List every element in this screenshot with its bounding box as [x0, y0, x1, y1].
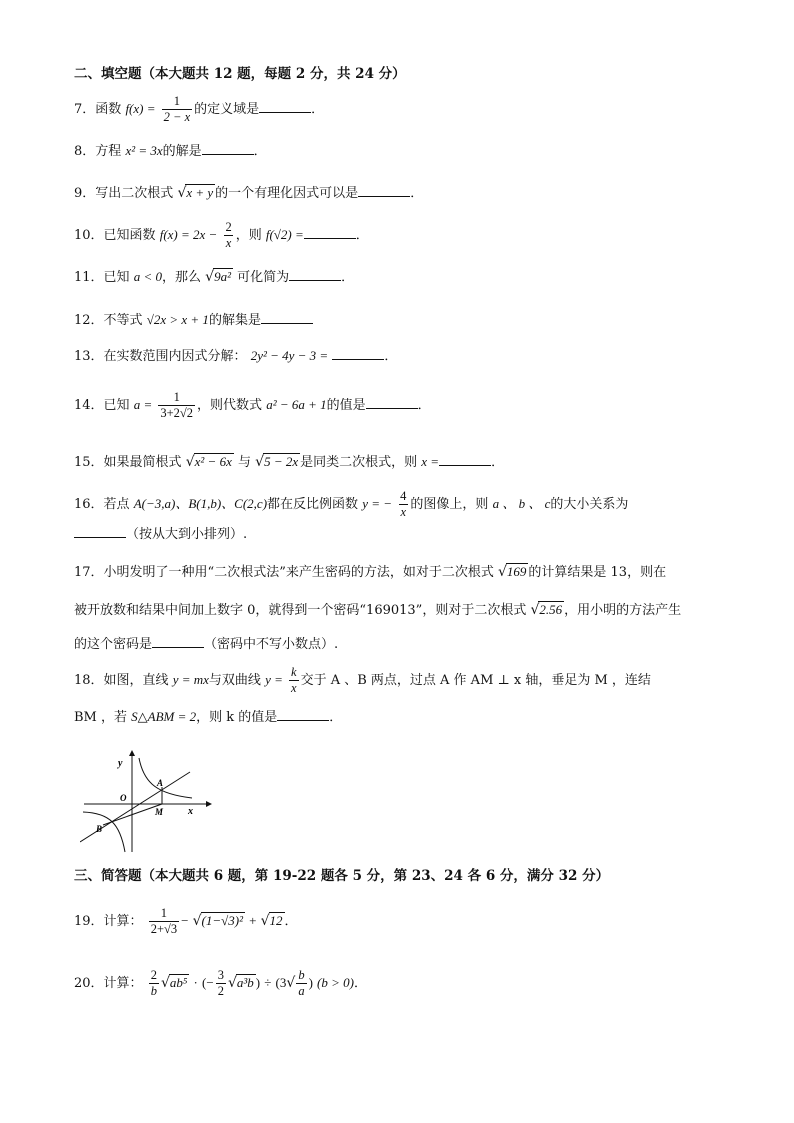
fraction-1: $\frac{2}{b}$: [150, 968, 157, 998]
question-18-line-2: BM ，若 S△ABM = 2，则 k 的值是 ．: [74, 706, 342, 728]
fraction: $\frac{1}{2+√3}$: [150, 906, 178, 936]
evaluation: f(√2) =: [265, 227, 304, 242]
question-17: 17．小明发明了一种用“二次根式法”来产生密码的方法，如对于二次根式 √169 的计算结果是 13，则在: [74, 564, 667, 580]
fraction: $\frac{1}{3+2√2}$: [160, 390, 194, 420]
radicand-12: 12: [269, 913, 283, 928]
hyperbola-branch-2: [83, 812, 125, 852]
question-11: 11．已知 a < 0，那么 √9a² 可化简为 ．: [74, 266, 354, 288]
answer-blank[interactable]: [332, 345, 384, 360]
hyperbola-branch-1: [139, 758, 192, 798]
question-17-line-3: 的这个密码是 （密码中不写小数点）.: [74, 633, 338, 655]
equation: x² = 3x: [125, 143, 163, 158]
question-14: 14．已知 a = $\frac{1}{3+2√2}$ ，则代数式 a² − 6a + 1的值是 ．: [74, 390, 431, 420]
question-10: 10．已知函数 f(x) = 2x − $\frac{2}{x}$ ，则 f(√2) = ．: [74, 220, 369, 250]
answer-blank[interactable]: [304, 224, 356, 239]
question-text: 函数: [95, 102, 122, 117]
question-9: 9．写出二次根式 √x + y 的一个有理化因式可以是 ．: [74, 182, 423, 204]
answer-blank[interactable]: [261, 309, 313, 324]
question-15: 15．如果最简根式 √x² − 6x 与 √5 − 2x 是同类二次根式，则 x = ．: [74, 451, 504, 473]
fraction-2: $\frac{3}{2}$: [217, 968, 224, 998]
radicand: (1−√3)²: [201, 913, 243, 928]
label-m: M: [155, 807, 164, 817]
y-axis-arrow: [129, 750, 135, 756]
answer-blank[interactable]: [202, 140, 254, 155]
radicand: 9a²: [214, 269, 231, 284]
answer-blank[interactable]: [366, 394, 418, 409]
fraction: $\frac{4}{x}$: [400, 489, 407, 519]
question-8: 8．方程 x² = 3x的解是 ．: [74, 140, 267, 162]
question-12: 12．不等式 √2x > x + 1的解集是: [74, 309, 313, 331]
question-7: 7．函数 f(x) = $\frac{1}{2 - x}$ 的定义域是 ．: [74, 94, 325, 124]
inequality: √2x > x + 1: [146, 312, 209, 327]
label-y: y: [118, 758, 123, 769]
question-18: 18．如图，直线 y = mx与双曲线 y = $\frac{k}{x}$ 交于 A 、B 两点，过点 A 作 AM ⊥ x 轴，垂足为 M ，连结: [74, 665, 651, 695]
radicand-1: x² − 6x: [194, 454, 232, 469]
question-16: 16．若点 A(−3,a)、B(1,b)、C(2,c)都在反比例函数 y = − $\frac{4}{x}$ 的图像上，则 a 、 b 、 c的大小关系为: [74, 489, 629, 519]
answer-blank[interactable]: [358, 182, 410, 197]
answer-blank[interactable]: [152, 633, 204, 648]
question-13: 13．在实数范围内因式分解： 2y² − 4y − 3 = ．: [74, 345, 397, 367]
answer-blank[interactable]: [439, 451, 491, 466]
radicand-2: 5 − 2x: [264, 454, 299, 469]
answer-blank[interactable]: [259, 98, 311, 113]
fraction: $\frac{k}{x}$: [291, 665, 297, 695]
label-x: x: [188, 806, 193, 817]
fraction: $\frac{1}{2 - x}$: [163, 94, 191, 124]
question-20: 20．计算： $\frac{2}{b}$ √ab⁵ · (− $\frac{3}{2}$ √a³b ) ÷ (3√ $\frac{b}{a}$ ) (b > 0)．: [74, 968, 367, 998]
function-expression: f(x) =: [125, 101, 156, 116]
label-origin: O: [120, 793, 127, 803]
question-19: 19．计算： $\frac{1}{2+√3}$ − √(1−√3)² + √12 ．: [74, 906, 298, 936]
hyperbola-figure: [80, 748, 215, 856]
radicand: x + y: [186, 185, 214, 200]
question-16-line-2: （按从大到小排列）.: [74, 523, 247, 545]
fraction-3: $\frac{b}{a}$: [298, 968, 305, 998]
fraction: $\frac{2}{x}$: [225, 220, 232, 250]
x-axis-arrow: [206, 801, 212, 807]
question-17-line-2: 被开放数和结果中间加上数字 0，就得到一个密码“169013”，则对于二次根式 √2.56 ，用小明的方法产生: [74, 602, 682, 618]
section-3-heading: 三、简答题（本大题共 6 题，第 19-22 题各 5 分，第 23、24 各 6 分，满分 32 分）: [74, 868, 610, 884]
question-number: 7．: [74, 102, 96, 117]
answer-blank[interactable]: [289, 266, 341, 281]
answer-blank[interactable]: [277, 706, 329, 721]
answer-blank[interactable]: [74, 523, 126, 538]
label-b: B: [96, 824, 103, 834]
radicand-2-56: 2.56: [539, 602, 563, 617]
section-2-heading: 二、填空题（本大题共 12 题，每题 2 分，共 24 分）: [74, 66, 406, 82]
label-a: A: [157, 778, 164, 788]
radicand-169: 169: [506, 564, 527, 579]
